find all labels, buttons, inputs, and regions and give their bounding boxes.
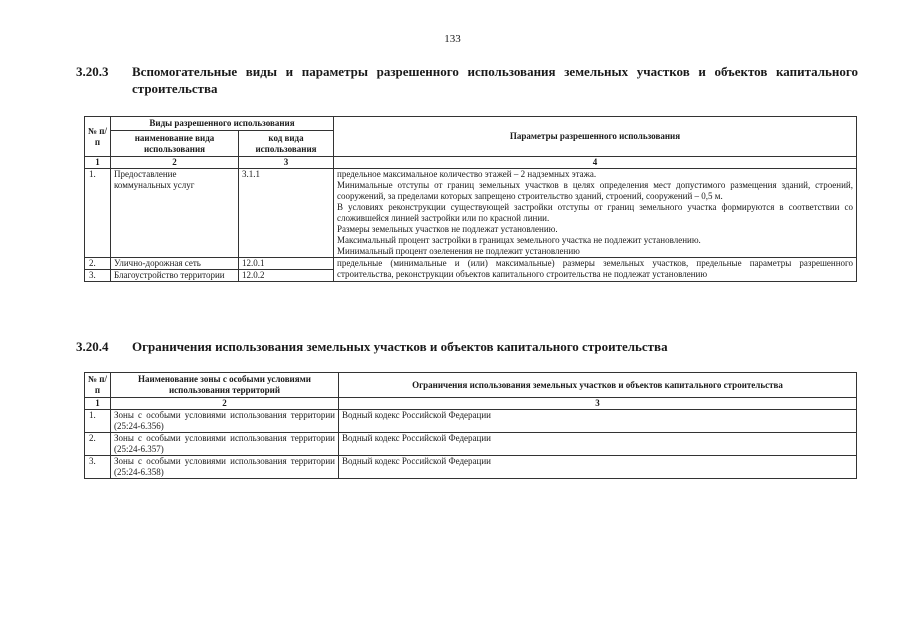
page-number: 133	[444, 33, 461, 45]
row-num: 2.	[85, 258, 111, 270]
param-line: В условиях реконструкции существующей застройки отступы от границ земельного участка формируются в соответствии со сложившейся линией застройки или по красной линии.	[337, 202, 853, 223]
merged-params: предельные (минимальные и (или) максимальные) размеры земельных участков, предельные параметры разрешенного строительства, реконструкции объектов капитального строительства не подлежат установлению	[334, 258, 857, 282]
permitted-use-table	[84, 116, 857, 282]
section-number: 3.20.4	[76, 339, 109, 354]
header-use-code: код вида использования	[239, 131, 334, 157]
row-num: 1.	[85, 410, 111, 433]
col-number-3: 3	[239, 157, 334, 169]
row-use-code: 12.0.2	[239, 270, 334, 282]
row-num: 1.	[85, 169, 111, 258]
table-row	[85, 169, 857, 258]
table-row	[85, 456, 857, 479]
table-row	[85, 258, 857, 270]
param-line: Минимальный процент озеленения не подлежит установлению	[337, 246, 580, 256]
row-zone: Зоны с особыми условиями использования территории (25:24-6.356)	[111, 410, 339, 433]
table-row	[85, 433, 857, 456]
header-restrictions: Ограничения использования земельных участков и объектов капитального строительства	[339, 373, 857, 398]
header-use-name: наименование вида использования	[111, 131, 239, 157]
header-num: № п/п	[85, 373, 111, 398]
param-line: Минимальные отступы от границ земельных участков в целях определения мест допустимого размещения зданий, строений, сооружений, за пределами которых запрещено строительство зданий, строений, сооружений – 0,5 м.	[337, 180, 853, 201]
section-number: 3.20.3	[76, 64, 109, 79]
row-use-name: Предоставление коммунальных услуг	[111, 169, 239, 258]
header-params: Параметры разрешенного использования	[334, 117, 857, 157]
table-row	[85, 410, 857, 433]
col-number-4: 4	[334, 157, 857, 169]
row-use-code: 3.1.1	[239, 169, 334, 258]
row-num: 3.	[85, 456, 111, 479]
row-restriction: Водный кодекс Российской Федерации	[339, 433, 857, 456]
header-num: № п/п	[85, 117, 111, 157]
row-zone: Зоны с особыми условиями использования территории (25:24-6.357)	[111, 433, 339, 456]
col-number-2: 2	[111, 398, 339, 410]
param-line: Максимальный процент застройки в границах земельного участка не подлежит установлению.	[337, 235, 701, 245]
header-use-types-group: Виды разрешенного использования	[111, 117, 334, 131]
row-num: 2.	[85, 433, 111, 456]
param-line: Размеры земельных участков не подлежат установлению.	[337, 224, 558, 234]
row-use-name: Улично-дорожная сеть	[111, 258, 239, 270]
row-use-name: Благоустройство территории	[111, 270, 239, 282]
col-number-1: 1	[85, 157, 111, 169]
row-num: 3.	[85, 270, 111, 282]
section-title: Ограничения использования земельных участков и объектов капитального строительства	[132, 339, 668, 354]
col-number-1: 1	[85, 398, 111, 410]
restrictions-table	[84, 372, 857, 479]
section-heading-3-20-3	[76, 63, 858, 97]
row-use-code: 12.0.1	[239, 258, 334, 270]
row-params	[334, 169, 857, 258]
section-heading-3-20-4	[76, 338, 858, 355]
row-zone: Зоны с особыми условиями использования территории (25:24-6.358)	[111, 456, 339, 479]
section-title: Вспомогательные виды и параметры разрешенного использования земельных участков и объектов капитального строительства	[132, 64, 858, 96]
col-number-2: 2	[111, 157, 239, 169]
col-number-3: 3	[339, 398, 857, 410]
row-restriction: Водный кодекс Российской Федерации	[339, 410, 857, 433]
param-line: предельное максимальное количество этажей – 2 надземных этажа.	[337, 169, 597, 179]
row-restriction: Водный кодекс Российской Федерации	[339, 456, 857, 479]
header-zone: Наименование зоны с особыми условиями использования территорий	[111, 373, 339, 398]
